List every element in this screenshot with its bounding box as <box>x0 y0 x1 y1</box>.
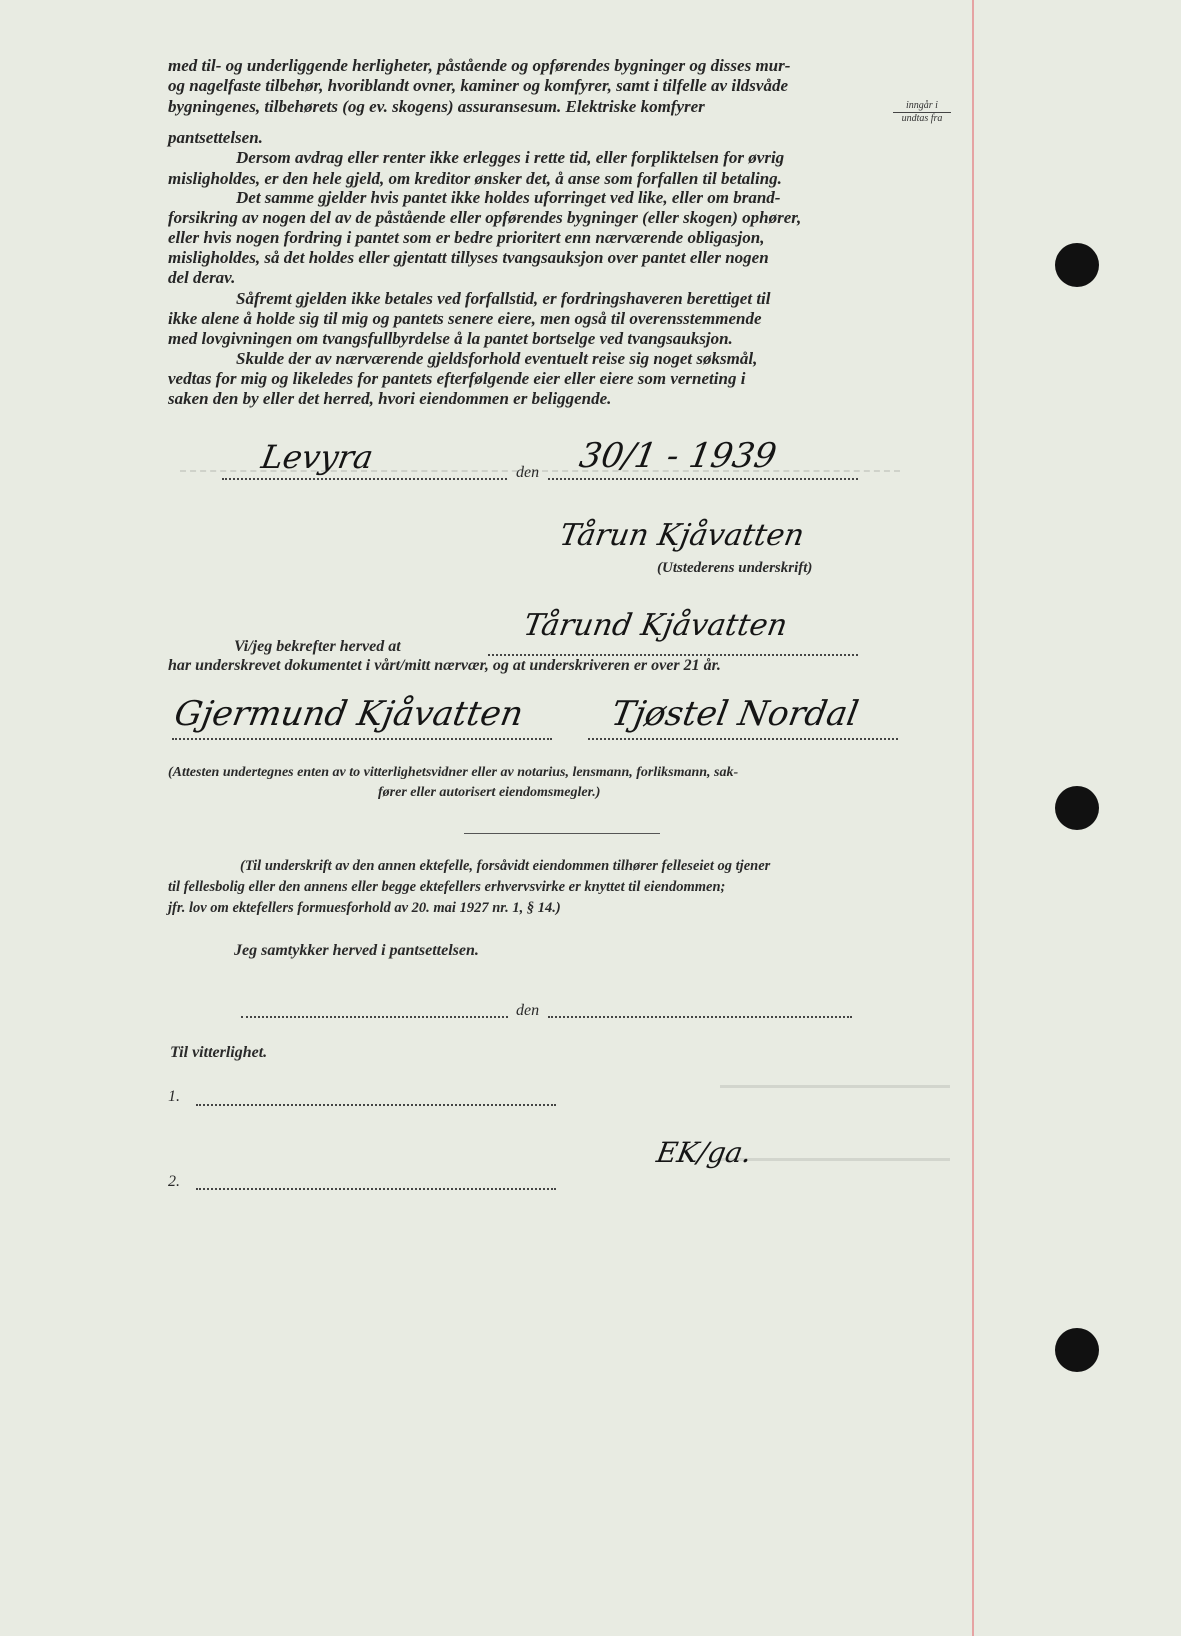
witness-line-one <box>196 1104 556 1106</box>
punch-hole <box>1055 243 1099 287</box>
witness-number-one: 1. <box>168 1088 180 1105</box>
confirmation-name-handwriting: Tårund Kjåvatten <box>520 608 791 643</box>
issuer-signature: Tårun Kjåvatten <box>556 518 807 553</box>
terms-line: Skulde der av nærværende gjeldsforhold eventuelt reise sig noget søksmål, <box>236 349 758 368</box>
consent-den-label: den <box>516 1002 540 1019</box>
witness-number-two: 2. <box>168 1173 180 1190</box>
margin-line <box>972 0 974 1636</box>
terms-line: vedtas for mig og likeledes for pantets efterfølgende eier eller eiere som verneting i <box>168 369 746 388</box>
witness-one-line <box>172 738 552 740</box>
punch-hole <box>1055 1328 1099 1372</box>
terms-line: med til- og underliggende herligheter, påstående og opførendes bygninger og disses mur- <box>168 56 791 75</box>
date-handwriting: 30/1 - 1939 <box>576 436 780 476</box>
attest-note-line: (Attesten undertegnes enten av to vitterlighetsvidner eller av notarius, lensmann, forliksmann, sak- <box>168 765 739 780</box>
terms-line: pantsettelsen. <box>168 128 263 147</box>
place-handwriting: Levyra <box>258 438 377 476</box>
terms-line: ikke alene å holde sig til mig og pantets senere eiere, men også til overensstemmende <box>168 309 762 328</box>
witness-two-signature: Tjøstel Nordal <box>608 694 862 734</box>
terms-text <box>168 56 951 416</box>
terms-line: eller hvis nogen fordring i pantet som er bedre prioritert enn nærværende obligasjon, <box>168 228 765 247</box>
witness-one-signature: Gjermund Kjåvatten <box>171 694 527 734</box>
consent-text: Jeg samtykker herved i pantsettelsen. <box>234 942 479 959</box>
terms-line: og nagelfaste tilbehør, hvoriblandt ovner, kaminer og komfyrer, samt i tilfelle av ildsvåde <box>168 76 789 95</box>
confirmation-line: har underskrevet dokumentet i vårt/mitt nærvær, og at underskriveren er over 21 år. <box>168 657 721 674</box>
terms-line: del derav. <box>168 268 236 287</box>
issuer-signature-caption: (Utstederens underskrift) <box>657 560 813 576</box>
punch-hole <box>1055 786 1099 830</box>
den-label: den <box>516 464 540 481</box>
confirmation-prefix: Vi/jeg bekrefter herved at <box>234 638 401 655</box>
confirmation-name-line <box>488 654 858 656</box>
terms-line: Det samme gjelder hvis pantet ikke holdes uforringet ved like, eller om brand- <box>236 188 781 207</box>
spouse-note-line: til fellesbolig eller den annens eller begge ektefellers erhvervsvirke er knyttet til eiendommen; <box>168 879 726 895</box>
place-line <box>222 478 507 480</box>
consent-date-line <box>548 1016 852 1018</box>
date-line <box>548 478 858 480</box>
witness-two-line <box>588 738 898 740</box>
terms-line: misligholdes, er den hele gjeld, om kreditor ønsker det, å anse som forfallen til betaling. <box>168 169 782 188</box>
clerk-initials: EK/ga. <box>654 1136 755 1169</box>
terms-line: saken den by eller det herred, hvori eiendommen er beliggende. <box>168 389 612 408</box>
terms-line: bygningenes, tilbehørets (og ev. skogens) assuransesum. Elektriske komfyrer <box>168 97 705 116</box>
divider <box>464 833 660 834</box>
spouse-note-line: jfr. lov om ektefellers formuesforhold av 20. mai 1927 nr. 1, § 14.) <box>168 900 561 916</box>
bleed-through <box>720 1085 950 1161</box>
margin-note-bottom: undtas fra <box>901 113 943 124</box>
consent-place-line <box>241 1016 508 1018</box>
spouse-note-line: (Til underskrift av den annen ektefelle, forsåvidt eiendommen tilhører felleseiet og tjener <box>240 858 771 874</box>
witness-header: Til vitterlighet. <box>170 1044 268 1061</box>
margin-note-top: inngår i <box>893 100 951 113</box>
attest-note-line: fører eller autorisert eiendomsmegler.) <box>378 785 601 800</box>
terms-line: Såfremt gjelden ikke betales ved forfallstid, er fordringshaveren berettiget til <box>236 289 771 308</box>
witness-line-two <box>196 1188 556 1190</box>
terms-line: misligholdes, så det holdes eller gjentatt tillyses tvangsauksjon over pantet eller nogen <box>168 248 769 267</box>
margin-note <box>893 100 951 125</box>
terms-line: Dersom avdrag eller renter ikke erlegges i rette tid, eller forpliktelsen for øvrig <box>236 148 785 167</box>
terms-line: med lovgivningen om tvangsfullbyrdelse å la pantet bortselge ved tvangsauksjon. <box>168 329 733 348</box>
terms-line: forsikring av nogen del av de påstående eller opførendes bygninger (eller skogen) ophører, <box>168 208 802 227</box>
